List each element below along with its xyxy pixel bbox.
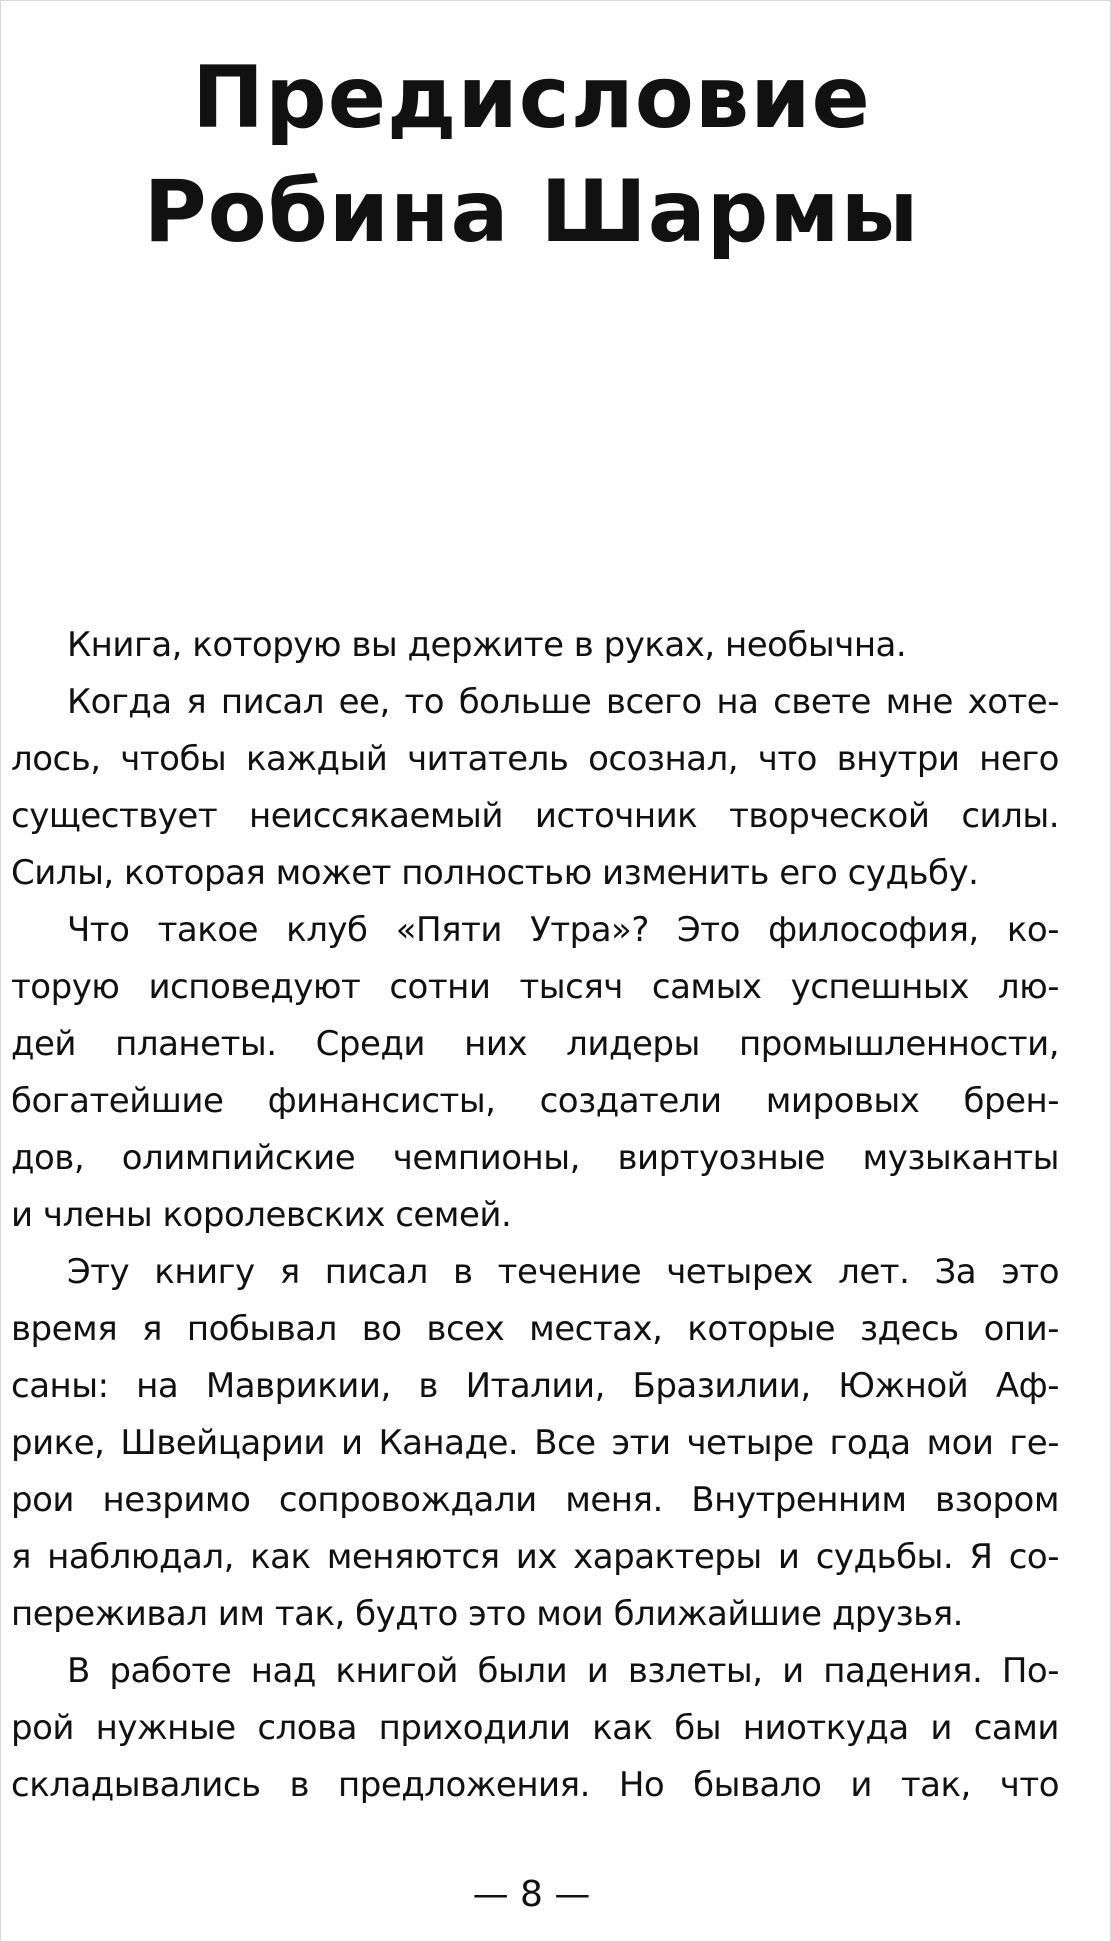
text-line: лось, чтобы каждый читатель осознал, что внутри него (11, 739, 1059, 779)
text-line: В работе над книгой были и взлеты, и падения. По- (67, 1651, 1059, 1691)
text-line: и члены королевских семей. (11, 1195, 512, 1235)
text-line: Силы, которая может полностью изменить его судьбу. (11, 853, 979, 893)
paragraph (11, 902, 1059, 1244)
page-number: — 8 — (472, 1874, 591, 1915)
text-line: существует неиссякаемый источник творческой силы. (11, 796, 1059, 836)
text-line: я наблюдал, как меняются их характеры и судьбы. Я со- (11, 1537, 1059, 1577)
body-text (11, 617, 1059, 1814)
text-line: время я побывал во всех местах, которые здесь опи- (11, 1309, 1059, 1349)
text-line: рой нужные слова приходили как бы ниоткуда и сами (11, 1708, 1059, 1748)
chapter-title-line-1: Предисловие (192, 48, 871, 148)
text-line: складывались в предложения. Но бывало и так, что (11, 1765, 1059, 1805)
paragraph (11, 617, 1059, 674)
paragraph (11, 674, 1059, 902)
text-line: саны: на Маврикии, в Италии, Бразилии, Южной Аф- (11, 1366, 1059, 1406)
text-line: рике, Швейцарии и Канаде. Все эти четыре года мои ге- (11, 1423, 1059, 1463)
paragraph (11, 1643, 1059, 1814)
text-line: торую исповедуют сотни тысяч самых успешных лю- (11, 967, 1059, 1007)
text-line: Что такое клуб «Пяти Утра»? Это философия, ко- (67, 910, 1059, 950)
text-line: переживал им так, будто это мои ближайшие друзья. (11, 1594, 963, 1634)
text-line: Книга, которую вы держите в руках, необычна. (67, 625, 907, 665)
text-line: Когда я писал ее, то больше всего на свете мне хоте- (67, 682, 1059, 722)
chapter-title-line-2: Робина Шармы (143, 162, 920, 262)
chapter-title (1, 41, 1062, 269)
text-line: дей планеты. Среди них лидеры промышленности, (11, 1024, 1059, 1064)
text-line: Эту книгу я писал в течение четырех лет. За это (67, 1252, 1059, 1292)
text-line: рои незримо сопровождали меня. Внутренним взором (11, 1480, 1059, 1520)
paragraph (11, 1244, 1059, 1643)
text-line: дов, олимпийские чемпионы, виртуозные музыканты (11, 1138, 1059, 1178)
text-line: богатейшие финансисты, создатели мировых брен- (11, 1081, 1059, 1121)
